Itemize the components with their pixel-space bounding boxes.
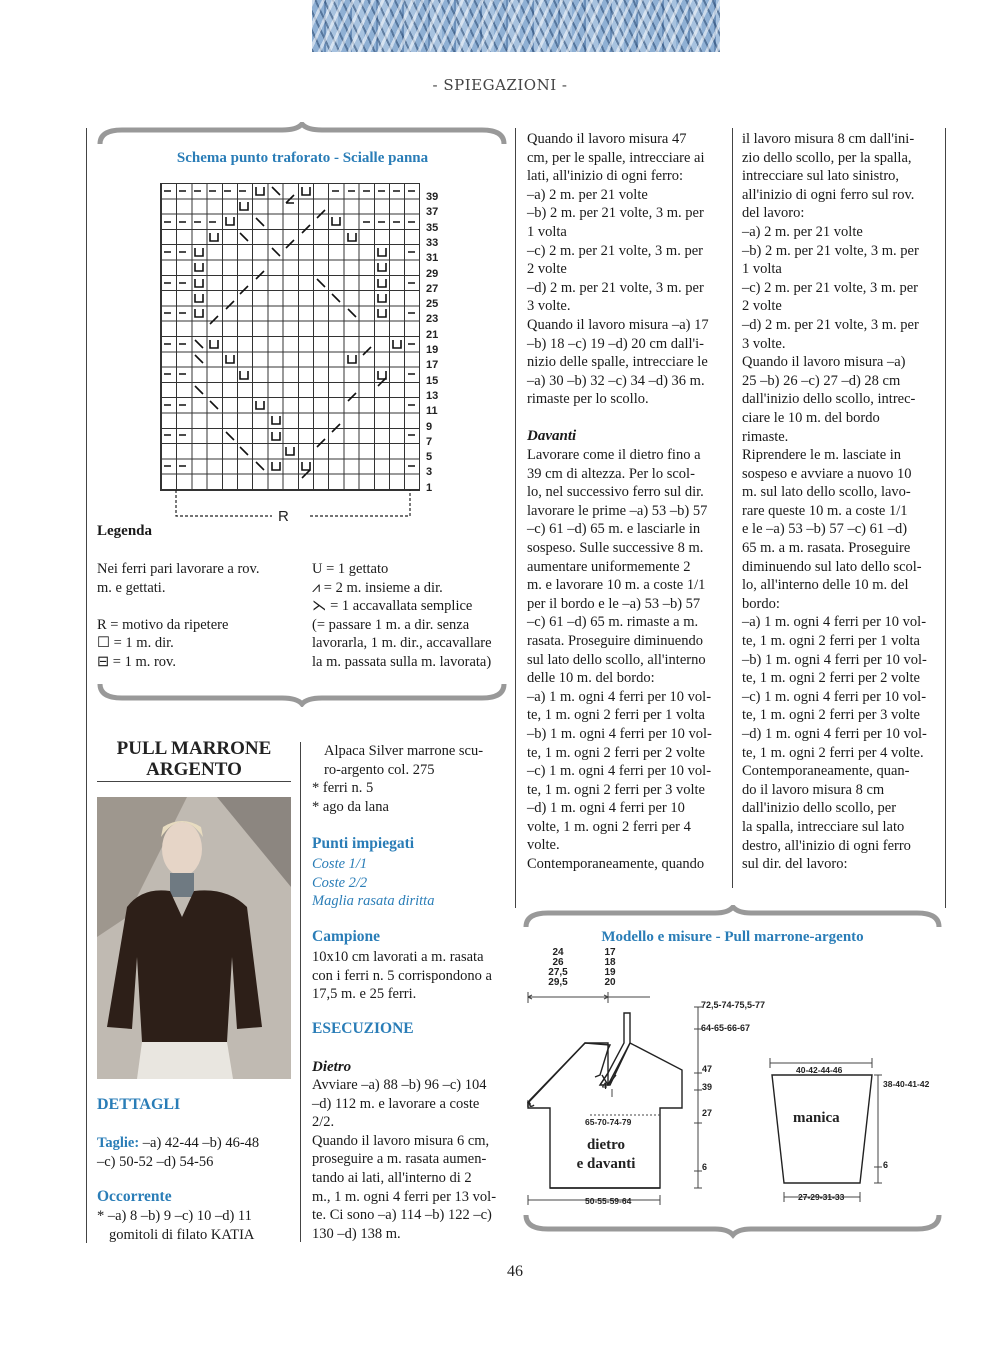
yarn-over-icon [226, 217, 234, 225]
text-line: Riprendere le m. lasciate in [742, 447, 902, 464]
dietro-line: m., 1 m. ogni 4 ferri per 13 vol- [312, 1188, 497, 1205]
skp-icon [256, 218, 264, 226]
text-line: –d) 1 m. ogni 4 ferri per 10 vol- [742, 726, 927, 742]
pattern-title-line: PULL MARRONE [116, 738, 272, 759]
skp-icon [240, 447, 248, 455]
text-line: Contemporaneamente, quando [527, 856, 705, 873]
text-line: 39 cm di altezza. Per lo scol- [527, 465, 695, 482]
yarn-line: * ferri n. 5 [312, 780, 374, 797]
text-line: 2 volte [742, 298, 782, 315]
yarn-line: Alpaca Silver marrone scu- [324, 743, 484, 759]
dietro-text [312, 1076, 510, 1243]
k2tog-icon [348, 393, 356, 401]
row-number: 1 [426, 481, 433, 494]
row-number: 37 [426, 206, 439, 219]
neck-band-measure: 4 [602, 1081, 608, 1091]
measure: 29,5 [548, 977, 568, 988]
legend-line: Nei ferri pari lavorare a rov. [97, 561, 260, 577]
text-line: –b) 2 m. per 21 volte, 3 m. per [742, 242, 919, 259]
dietro-line: 130 –d) 138 m. [312, 1225, 401, 1242]
legend-line: la m. passata sulla m. lavorata) [312, 653, 492, 670]
sleeve-cuff-measure: 6 [883, 1160, 889, 1170]
dietro-line: Avviare –a) 88 –b) 96 –c) 104 [312, 1077, 487, 1093]
skp-icon [317, 279, 325, 287]
row-number: 17 [426, 359, 439, 372]
text-line: il lavoro misura 8 cm dall'ini- [742, 131, 915, 147]
k2tog-icon [302, 470, 310, 478]
measure: 20 [604, 977, 616, 988]
column-divider [86, 128, 87, 1243]
legend-line: (= passare 1 m. a dir. senza [312, 616, 470, 633]
occorrente-heading: Occorrente [97, 1188, 172, 1205]
k2tog-icon [256, 271, 264, 279]
text-line: diminuendo sul lato dello scol- [742, 558, 922, 575]
k2tog-icon [286, 240, 294, 248]
text-line: –a) 2 m. per 21 volte [742, 223, 863, 240]
yarn-over-icon [226, 355, 234, 363]
text-line: rare queste 10 m. a coste 1/1 [742, 502, 908, 519]
text-line: Contemporaneamente, quan- [742, 763, 910, 780]
sleeve-bottom-measure: 27-29-31-33 [798, 1192, 845, 1202]
yarn-over-icon [302, 187, 310, 195]
text-line: lavorare le prime –a) 53 –b) 57 [527, 502, 708, 519]
row-number: 23 [426, 313, 439, 326]
yarn-over-icon [195, 279, 203, 287]
sleeve-length-measure: 38-40-41-42 [883, 1079, 930, 1089]
dietro-line: 2/2. [312, 1114, 335, 1131]
column-divider [515, 128, 516, 908]
body-label-line: dietro [586, 1137, 626, 1153]
neck-measures [600, 948, 620, 988]
legend-line: lavorarla, 1 m. dir., accavallare [312, 635, 492, 652]
text-line: bordo: [742, 595, 780, 612]
text-line: 2 volte [527, 261, 567, 278]
text-line: Lavorare come il dietro fino a [527, 447, 701, 463]
yarn-over-icon [378, 371, 386, 379]
row-number: 29 [426, 267, 439, 280]
taglie [97, 1134, 297, 1171]
row-number: 25 [426, 298, 439, 311]
row-number: 9 [426, 420, 433, 433]
row-number: 11 [426, 405, 438, 418]
occorrente-line: * –a) 8 –b) 9 –c) 10 –d) 11 [97, 1208, 252, 1224]
repeat-label: R [278, 508, 289, 525]
measure: 19 [604, 967, 616, 978]
text-line: –c) 61 –d) 65 m. rimaste a m. [527, 614, 699, 631]
text-line: Quando il lavoro misura –a) 17 [527, 316, 709, 333]
yarn-over-icon [272, 432, 280, 440]
text-line: m. sul lato dello scollo, lavo- [742, 484, 911, 501]
text-line: rimaste per lo scollo. [527, 391, 649, 408]
row-number: 13 [426, 389, 439, 402]
text-line: 1 volta [527, 223, 567, 240]
legend-line [97, 597, 312, 616]
text-line: volte, 1 m. ogni 2 ferri per 4 [527, 818, 691, 835]
text-line: dall'inizio dello scollo, intrec- [742, 391, 916, 408]
punti-item: Coste 2/2 [312, 874, 368, 891]
text-line: 1 volta [742, 261, 782, 278]
model-illustration [97, 797, 291, 1079]
skp-icon [195, 355, 203, 363]
text-line: –a) 1 m. ogni 4 ferri per 10 vol- [742, 614, 927, 631]
legend-line: ⋋ = 1 accavallata semplice [312, 598, 473, 615]
punti-list [312, 855, 434, 911]
campione-line: con i ferri n. 5 corrispondono a [312, 967, 492, 984]
yarn-over-icon [378, 294, 386, 302]
text-line: te, 1 m. ogni 2 ferri per 1 volta [742, 633, 920, 650]
esecuzione-heading: ESECUZIONE [312, 1020, 414, 1037]
garment-schema [520, 945, 945, 1225]
row-number: 39 [426, 191, 439, 203]
row-number: 33 [426, 236, 439, 249]
text-line: sospeso. Sulle successive 8 m. [527, 539, 704, 556]
text-line: rimaste. [742, 428, 789, 445]
column-divider [300, 742, 301, 1242]
punti-item: Maglia rasata diritta [312, 893, 435, 910]
sleeve-top-measure: 40-42-44-46 [796, 1065, 843, 1075]
dietro-line: te. Ci sono –a) 114 –b) 122 –c) [312, 1207, 492, 1224]
punti-heading: Punti impiegati [312, 835, 415, 852]
legend-line: m. e gettati. [97, 579, 166, 596]
text-line: sospeso e avviare a nuovo 10 [742, 465, 912, 482]
pattern-title-line: ARGENTO [146, 759, 242, 780]
yarn-over-icon [195, 248, 203, 256]
text-line: rasata. Proseguire diminuendo [527, 632, 703, 649]
yarn-over-icon [332, 217, 340, 225]
sleeve-label: manica [793, 1110, 840, 1126]
title-divider [97, 781, 291, 782]
legend-line: ⊟ = 1 m. rov. [97, 653, 176, 670]
k2tog-icon [363, 347, 371, 355]
repeat-bracket [174, 490, 414, 520]
legend-left [97, 560, 312, 672]
text-line: –b) 18 –c) 19 –d) 20 cm dall'i- [527, 335, 704, 352]
pattern-title [97, 738, 291, 780]
text-line: –d) 2 m. per 21 volte, 3 m. per [527, 279, 704, 296]
campione-line: 17,5 m. e 25 ferri. [312, 986, 417, 1003]
legend-title: Legenda [97, 523, 153, 539]
text-line: per il bordo e le –a) 53 –b) 57 [527, 595, 701, 612]
height-47-measure: 47 [702, 1064, 713, 1074]
height-6-measure: 6 [702, 1162, 708, 1172]
text-line: 25 –b) 26 –c) 27 –d) 28 cm [742, 372, 901, 389]
k2tog-icon [240, 286, 248, 294]
taglie-text: –c) 50-52 –d) 54-56 [97, 1153, 214, 1170]
text-line: delle 10 m. del bordo: [527, 670, 655, 687]
text-line: ciare le 10 m. del bordo [742, 409, 880, 426]
measure: 18 [604, 957, 616, 968]
legend-line: R = motivo da ripetere [97, 616, 229, 633]
yarn-line: * ago da lana [312, 798, 389, 815]
text-line: –d) 1 m. ogni 4 ferri per 10 [527, 800, 685, 817]
text-line: e le –a) 53 –b) 57 –c) 61 –d) [742, 521, 908, 538]
chart-title: Schema punto traforato - Scialle panna [176, 150, 429, 166]
skp-icon [272, 187, 280, 195]
dietro-line: proseguire a m. rasata aumen- [312, 1151, 487, 1168]
yarn-over-icon [240, 202, 248, 210]
skp-icon [332, 294, 340, 302]
row-number: 31 [426, 252, 439, 265]
col4-text [742, 130, 942, 874]
text-line: –b) 2 m. per 21 volte, 3 m. per [527, 205, 704, 222]
chest-measure: 65-70-74-79 [585, 1117, 632, 1127]
k2tog-icon [302, 225, 310, 233]
yarn-over-icon [195, 263, 203, 271]
text-line: te, 1 m. ogni 2 ferri per 2 volte [527, 744, 705, 761]
text-line: aumentare uniformemente 2 [527, 558, 691, 575]
skp-icon [195, 386, 203, 394]
legend-right [312, 560, 512, 672]
yarn-over-icon [256, 187, 264, 195]
text-line: –b) 1 m. ogni 4 ferri per 10 vol- [527, 725, 712, 742]
taglie-text: –a) 42-44 –b) 46-48 [139, 1135, 260, 1151]
text-line: lati, all'inizio di ogni ferro: [527, 168, 684, 185]
dettagli-heading: DETTAGLI [97, 1096, 181, 1113]
yarn-over-icon [393, 340, 401, 348]
row-number: 7 [426, 435, 433, 448]
k2tog-icon [317, 439, 325, 447]
chart-row-numbers [426, 190, 456, 494]
text-line: lo, nel successivo ferro sul dir. [527, 484, 704, 501]
text-line: –c) 2 m. per 21 volte, 3 m. per [527, 242, 703, 259]
dietro-heading: Dietro [312, 1059, 352, 1075]
text-line: dall'inizio dello scollo, per [742, 800, 897, 817]
campione-text [312, 948, 510, 1004]
campione-line: 10x10 cm lavorati a m. rasata [312, 949, 484, 965]
height-27-measure: 27 [702, 1108, 713, 1118]
text-line: nizio delle spalle, intrecciare le [527, 354, 708, 371]
skp-icon [272, 248, 280, 256]
yarn-over-icon [195, 309, 203, 317]
row-number: 21 [426, 328, 439, 341]
text-line: te, 1 m. ogni 2 ferri per 4 volte. [742, 744, 924, 761]
page-number: 46 [507, 1263, 523, 1280]
text-line: –c) 2 m. per 21 volte, 3 m. per [742, 279, 918, 296]
measure: 17 [604, 947, 616, 958]
text-line: destro, all'inizio di ogni ferro [742, 837, 911, 854]
skp-icon [256, 462, 264, 470]
text-line: –d) 2 m. per 21 volte, 3 m. per [742, 316, 919, 333]
text-line: te, 1 m. ogni 2 ferri per 1 volta [527, 707, 705, 724]
text-line: –a) 1 m. ogni 4 ferri per 10 vol- [527, 688, 712, 705]
k2tog-icon [332, 424, 340, 432]
yarn-over-icon [272, 462, 280, 470]
body-piece-label [556, 1136, 656, 1174]
text-line: volte. [527, 837, 560, 854]
height-39-measure: 39 [702, 1082, 713, 1092]
schema-title: Modello e misure - Pull marrone-argento [601, 929, 864, 945]
text-line: –c) 1 m. ogni 4 ferri per 10 vol- [742, 688, 927, 705]
text-line: Quando il lavoro misura 47 [527, 131, 687, 147]
text-line: –a) 30 –b) 32 –c) 34 –d) 36 m. [527, 372, 705, 389]
yarn-over-icon [378, 309, 386, 317]
text-line: m. e lavorare 10 m. a coste 1/1 [527, 577, 706, 594]
k2tog-icon [210, 316, 218, 324]
legend-line: U = 1 gettato [312, 561, 389, 577]
column-divider [945, 128, 946, 908]
dietro-line: tando ai lati, all'interno di 2 [312, 1169, 472, 1186]
legend-line: ☐ = 1 m. dir. [97, 635, 174, 652]
knit-texture-photo [312, 0, 720, 52]
text-line: 65 m. a m. rasata. Proseguire [742, 540, 911, 557]
height-shoulder-measure: 64-65-66-67 [701, 1023, 751, 1033]
col3-text-a [527, 130, 727, 409]
row-number: 15 [426, 374, 439, 387]
dietro-line: –d) 112 m. e lavorare a coste [312, 1095, 480, 1112]
skp-icon [348, 309, 356, 317]
hem-measure: 50-55-59-64 [585, 1196, 632, 1206]
skp-icon [210, 401, 218, 409]
text-line: cm, per le spalle, intrecciare ai [527, 149, 705, 166]
yarn-over-icon [272, 416, 280, 424]
occorrente-text [97, 1207, 297, 1244]
taglie-label: Taglie: [97, 1135, 140, 1151]
text-line: la spalla, intrecciare sul lato [742, 818, 905, 835]
text-line: do il lavoro misura 8 cm [742, 781, 885, 798]
text-line: te, 1 m. ogni 2 ferri per 3 volte [742, 707, 920, 724]
k2tog-icon [317, 210, 325, 218]
k2tog-icon [286, 195, 294, 203]
text-line: 3 volte. [527, 298, 571, 315]
text-line: sul dir. del lavoro: [742, 856, 848, 873]
yarn-over-icon [348, 355, 356, 363]
legend-line: ⩘ = 2 m. insieme a dir. [312, 579, 443, 596]
davanti-heading: Davanti [527, 428, 577, 444]
yarn-over-icon [256, 401, 264, 409]
yarn-over-icon [378, 263, 386, 271]
text-line: zio dello scollo, per la spalla, [742, 149, 912, 166]
row-number: 3 [426, 466, 433, 479]
skp-icon [195, 340, 203, 348]
text-line: –a) 2 m. per 21 volte [527, 186, 648, 203]
dietro-line: Quando il lavoro misura 6 cm, [312, 1132, 490, 1149]
row-number: 27 [426, 282, 439, 295]
chart-symbols [160, 183, 420, 491]
skp-icon [226, 432, 234, 440]
shoulder-measures [546, 948, 570, 988]
text-line: te, 1 m. ogni 2 ferri per 3 volte [527, 781, 705, 798]
yarn-over-icon [378, 279, 386, 287]
measure: 24 [552, 947, 564, 958]
yarn-over-icon [302, 462, 310, 470]
yarn-info [312, 742, 510, 816]
punti-item: Coste 1/1 [312, 856, 368, 872]
section-header: - SPIEGAZIONI - [432, 76, 568, 94]
height-total-measure: 72,5-74-75,5-77 [701, 1000, 766, 1010]
text-line: del lavoro: [742, 205, 805, 222]
text-line: intrecciare sul lato sinistro, [742, 168, 900, 185]
yarn-over-icon [348, 233, 356, 241]
yarn-line: ro-argento col. 275 [324, 761, 435, 778]
yarn-over-icon [378, 248, 386, 256]
column-divider [732, 128, 733, 888]
text-line: lo, all'interno delle 10 m. del [742, 577, 909, 594]
text-line: –c) 1 m. ogni 4 ferri per 10 vol- [527, 763, 712, 780]
yarn-over-icon [240, 371, 248, 379]
col3-text-b [527, 446, 727, 874]
row-number: 5 [426, 451, 433, 464]
k2tog-icon [226, 301, 234, 309]
yarn-over-icon [210, 233, 218, 241]
measure: 27,5 [548, 967, 568, 978]
yarn-over-icon [286, 447, 294, 455]
text-line: te, 1 m. ogni 2 ferri per 2 volte [742, 670, 920, 687]
text-line: all'inizio di ogni ferro sul rov. [742, 186, 915, 203]
text-line: –c) 61 –d) 65 m. e lasciarle in [527, 521, 701, 538]
body-label-line: e davanti [576, 1156, 636, 1172]
row-number: 35 [426, 221, 439, 234]
text-line: sul lato dello scollo, all'interno [527, 651, 706, 668]
text-line: 3 volte. [742, 335, 786, 352]
campione-heading: Campione [312, 928, 381, 945]
model-photo [97, 797, 291, 1079]
measure: 26 [552, 957, 564, 968]
yarn-over-icon [195, 294, 203, 302]
text-line: Quando il lavoro misura –a) [742, 354, 906, 371]
occorrente-line: gomitoli di filato KATIA [109, 1226, 255, 1243]
text-line: –b) 1 m. ogni 4 ferri per 10 vol- [742, 651, 927, 668]
skp-icon [240, 233, 248, 241]
row-number: 19 [426, 344, 439, 356]
yarn-over-icon [210, 340, 218, 348]
